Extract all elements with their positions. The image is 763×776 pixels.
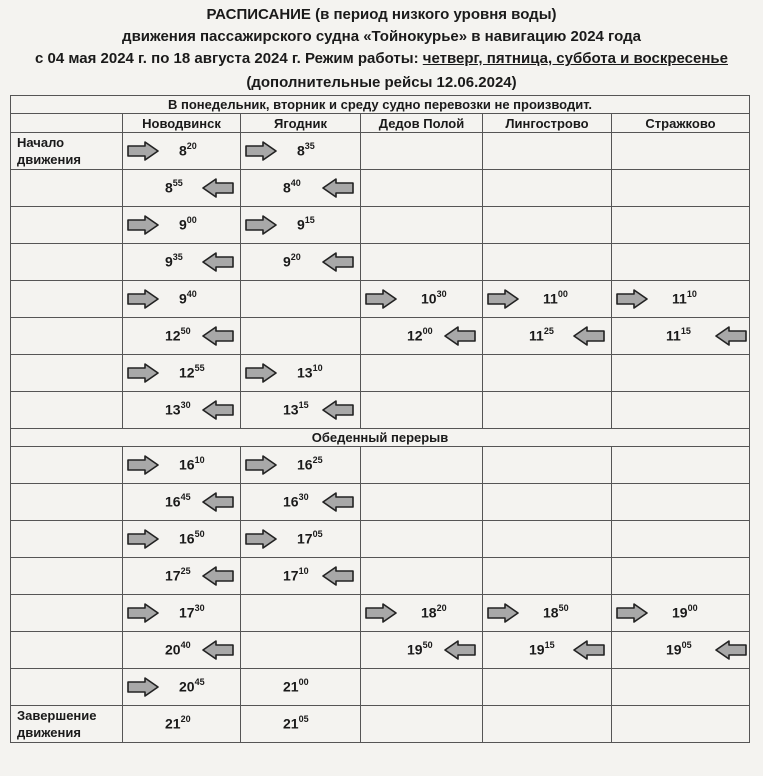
time-cell [361, 447, 483, 484]
time-hours: 9 [297, 216, 305, 233]
departure-time [297, 142, 315, 159]
departure-time [297, 216, 315, 233]
arrow-right-icon [487, 289, 519, 309]
time-cell [123, 632, 241, 669]
schedule-row [11, 207, 750, 244]
time-minutes: 20 [180, 714, 191, 724]
time-minutes: 00 [298, 677, 309, 687]
time-cell [361, 669, 483, 706]
time-hours: 9 [179, 290, 187, 307]
time-cell [483, 392, 612, 429]
time-cell [483, 355, 612, 392]
time-cell [612, 355, 750, 392]
working-days: четверг, пятница, суббота и воскресенье [422, 50, 728, 67]
time-cell [612, 484, 750, 521]
time-cell [123, 207, 241, 244]
departure-time [543, 604, 569, 621]
no-service-note: В понедельник, вторник и среду судно перевозки не производит. [11, 96, 750, 114]
time-hours: 11 [666, 327, 681, 344]
time-cell [241, 558, 361, 595]
title: РАСПИСАНИЕ (в период низкого уровня воды) [206, 6, 557, 23]
departure-time [529, 327, 554, 344]
row-label [11, 558, 123, 595]
arrow-right-icon [127, 529, 159, 549]
column-header-row [11, 114, 750, 133]
row-label [11, 392, 123, 429]
time-cell [361, 244, 483, 281]
schedule-row [11, 392, 750, 429]
empty-header-cell [11, 114, 123, 133]
time-cell [361, 207, 483, 244]
time-cell [483, 484, 612, 521]
arrow-left-icon [202, 326, 234, 346]
departure-time [179, 456, 205, 473]
departure-time [165, 567, 191, 584]
time-hours: 18 [543, 604, 559, 621]
arrow-right-icon [127, 363, 159, 383]
row-label: Завершение движения [11, 706, 123, 743]
time-cell [612, 170, 750, 207]
departure-time [666, 641, 692, 658]
time-hours: 12 [179, 364, 195, 381]
time-minutes: 20 [436, 603, 447, 613]
time-cell [361, 595, 483, 632]
arrow-right-icon [127, 455, 159, 475]
row-label [11, 207, 123, 244]
arrow-right-icon [245, 455, 277, 475]
departure-time [165, 253, 183, 270]
arrow-left-icon [202, 178, 234, 198]
time-cell [241, 392, 361, 429]
time-minutes: 10 [312, 363, 323, 373]
time-cell [361, 484, 483, 521]
time-cell [612, 595, 750, 632]
arrow-right-icon [127, 603, 159, 623]
time-hours: 16 [283, 493, 299, 510]
time-cell [612, 521, 750, 558]
departure-time [283, 253, 301, 270]
time-cell [123, 484, 241, 521]
time-cell [483, 133, 612, 170]
time-cell [241, 281, 361, 318]
departure-time [179, 142, 197, 159]
time-hours: 19 [529, 641, 545, 658]
row-label [11, 355, 123, 392]
time-minutes: 00 [557, 289, 568, 299]
departure-time [165, 179, 183, 196]
time-cell [483, 706, 612, 743]
time-cell [123, 392, 241, 429]
departure-time [672, 604, 698, 621]
time-cell [612, 706, 750, 743]
row-label [11, 244, 123, 281]
departure-time [529, 641, 555, 658]
time-hours: 18 [421, 604, 437, 621]
departure-time [179, 216, 197, 233]
time-hours: 20 [179, 678, 195, 695]
time-cell [361, 392, 483, 429]
time-cell [483, 558, 612, 595]
arrow-right-icon [616, 603, 648, 623]
departure-time [283, 401, 309, 418]
row-label [11, 170, 123, 207]
arrow-left-icon [715, 326, 747, 346]
time-cell [361, 355, 483, 392]
arrow-right-icon [245, 529, 277, 549]
time-cell [483, 632, 612, 669]
time-minutes: 30 [436, 289, 447, 299]
row-label [11, 318, 123, 355]
time-cell [612, 669, 750, 706]
time-cell [361, 281, 483, 318]
time-minutes: 00 [186, 215, 197, 225]
arrow-left-icon [573, 640, 605, 660]
time-hours: 10 [421, 290, 437, 307]
date-range-text: с 04 мая 2024 г. по 18 августа 2024 г. Режим работы: [35, 50, 423, 67]
time-cell [123, 170, 241, 207]
time-minutes: 00 [422, 326, 433, 336]
time-hours: 17 [297, 530, 313, 547]
time-hours: 12 [407, 327, 423, 344]
time-hours: 9 [283, 253, 291, 270]
time-cell [241, 706, 361, 743]
time-cell [483, 281, 612, 318]
time-minutes: 45 [194, 677, 205, 687]
time-hours: 12 [165, 327, 181, 344]
schedule-row [11, 521, 750, 558]
arrow-right-icon [487, 603, 519, 623]
time-cell [483, 669, 612, 706]
time-cell [123, 355, 241, 392]
time-cell [612, 447, 750, 484]
time-cell [123, 447, 241, 484]
time-cell [483, 595, 612, 632]
time-hours: 8 [165, 179, 173, 196]
time-cell [612, 318, 750, 355]
schedule-row [11, 669, 750, 706]
departure-time [179, 364, 205, 381]
time-cell [241, 484, 361, 521]
time-hours: 9 [165, 253, 173, 270]
time-cell [241, 669, 361, 706]
time-cell [361, 706, 483, 743]
row-label [11, 595, 123, 632]
column-header: Дедов Полой [361, 114, 483, 133]
departure-time [407, 641, 433, 658]
time-cell [123, 318, 241, 355]
arrow-left-icon [202, 400, 234, 420]
departure-time [283, 493, 309, 510]
time-cell [123, 281, 241, 318]
arrow-right-icon [616, 289, 648, 309]
time-minutes: 55 [172, 178, 183, 188]
column-header: Лингострово [483, 114, 612, 133]
arrow-right-icon [127, 289, 159, 309]
time-minutes: 35 [304, 141, 315, 151]
departure-time [421, 604, 447, 621]
time-minutes: 15 [544, 640, 555, 650]
departure-time [283, 678, 309, 695]
column-header: Ягодник [241, 114, 361, 133]
time-minutes: 55 [194, 363, 205, 373]
departure-time [421, 290, 447, 307]
time-minutes: 40 [186, 289, 197, 299]
schedule-row [11, 355, 750, 392]
arrow-left-icon [322, 178, 354, 198]
departure-time [666, 327, 691, 344]
time-cell [241, 207, 361, 244]
time-cell [241, 170, 361, 207]
row-label [11, 281, 123, 318]
time-minutes: 40 [290, 178, 301, 188]
arrow-right-icon [127, 215, 159, 235]
time-hours: 19 [407, 641, 423, 658]
time-minutes: 10 [194, 455, 205, 465]
time-cell [241, 521, 361, 558]
departure-time [283, 179, 301, 196]
departure-time [165, 493, 191, 510]
departure-time [283, 715, 309, 732]
time-hours: 8 [179, 142, 187, 159]
time-minutes: 30 [194, 603, 205, 613]
time-cell [123, 244, 241, 281]
time-cell [241, 133, 361, 170]
time-cell [361, 632, 483, 669]
time-cell [241, 355, 361, 392]
time-cell [123, 133, 241, 170]
time-minutes: 45 [180, 492, 191, 502]
time-hours: 16 [297, 456, 313, 473]
time-hours: 13 [283, 401, 299, 418]
departure-time [165, 401, 191, 418]
time-minutes: 10 [686, 289, 697, 299]
time-cell [483, 447, 612, 484]
time-minutes: 50 [558, 603, 569, 613]
time-cell [241, 632, 361, 669]
arrow-left-icon [444, 640, 476, 660]
extra-trips: (дополнительные рейсы 12.06.2024) [246, 74, 517, 91]
lunch-row [11, 429, 750, 447]
time-minutes: 50 [180, 326, 191, 336]
time-hours: 19 [672, 604, 688, 621]
schedule-row [11, 595, 750, 632]
time-minutes: 35 [172, 252, 183, 262]
time-hours: 11 [529, 327, 544, 344]
time-minutes: 20 [186, 141, 197, 151]
time-minutes: 30 [298, 492, 309, 502]
arrow-right-icon [245, 215, 277, 235]
note-row [11, 96, 750, 114]
schedule-row [11, 281, 750, 318]
time-hours: 13 [297, 364, 313, 381]
departure-time [297, 456, 323, 473]
arrow-right-icon [245, 363, 277, 383]
column-header: Стражково [612, 114, 750, 133]
departure-time [165, 641, 191, 658]
time-hours: 17 [283, 567, 299, 584]
arrow-left-icon [202, 252, 234, 272]
row-label: Начало движения [11, 133, 123, 170]
departure-time [179, 290, 197, 307]
schedule-row [11, 447, 750, 484]
time-hours: 16 [179, 456, 195, 473]
time-cell [361, 133, 483, 170]
departure-time [672, 290, 697, 307]
time-cell [612, 632, 750, 669]
time-hours: 20 [165, 641, 181, 658]
row-label [11, 447, 123, 484]
departure-time [543, 290, 568, 307]
time-cell [612, 392, 750, 429]
time-cell [483, 244, 612, 281]
time-cell [123, 669, 241, 706]
schedule-row [11, 558, 750, 595]
time-cell [612, 558, 750, 595]
time-hours: 11 [543, 290, 558, 307]
arrow-right-icon [365, 603, 397, 623]
column-header: Новодвинск [123, 114, 241, 133]
row-label [11, 632, 123, 669]
arrow-left-icon [715, 640, 747, 660]
time-hours: 21 [283, 715, 299, 732]
time-cell [241, 595, 361, 632]
subtitle: движения пассажирского судна «Тойнокурье» в навигацию 2024 года [122, 28, 641, 45]
time-hours: 17 [165, 567, 181, 584]
time-minutes: 25 [312, 455, 323, 465]
time-minutes: 15 [298, 400, 309, 410]
row-label [11, 484, 123, 521]
time-minutes: 05 [681, 640, 692, 650]
time-minutes: 50 [194, 529, 205, 539]
time-minutes: 10 [298, 566, 309, 576]
arrow-left-icon [573, 326, 605, 346]
time-minutes: 30 [180, 400, 191, 410]
arrow-left-icon [202, 492, 234, 512]
schedule-row [11, 484, 750, 521]
time-hours: 21 [283, 678, 299, 695]
time-minutes: 25 [543, 326, 554, 336]
time-cell [612, 281, 750, 318]
time-cell [483, 170, 612, 207]
departure-time [179, 678, 205, 695]
time-minutes: 00 [687, 603, 698, 613]
arrow-left-icon [322, 566, 354, 586]
arrow-right-icon [127, 141, 159, 161]
time-hours: 17 [179, 604, 195, 621]
arrow-left-icon [202, 640, 234, 660]
time-hours: 8 [297, 142, 305, 159]
time-cell [241, 318, 361, 355]
arrow-left-icon [322, 252, 354, 272]
arrow-left-icon [322, 400, 354, 420]
departure-time [407, 327, 433, 344]
time-cell [241, 244, 361, 281]
departure-time [297, 530, 323, 547]
time-cell [483, 318, 612, 355]
departure-time [165, 327, 191, 344]
time-cell [483, 521, 612, 558]
arrow-right-icon [245, 141, 277, 161]
time-hours: 19 [666, 641, 682, 658]
time-minutes: 15 [304, 215, 315, 225]
time-minutes: 05 [312, 529, 323, 539]
schedule-row [11, 170, 750, 207]
departure-time [165, 715, 191, 732]
departure-time [179, 530, 205, 547]
time-hours: 8 [283, 179, 291, 196]
schedule-row [11, 244, 750, 281]
date-range [0, 48, 763, 70]
arrow-left-icon [322, 492, 354, 512]
time-minutes: 15 [680, 326, 691, 336]
schedule-table [10, 95, 750, 743]
time-cell [483, 207, 612, 244]
row-label [11, 669, 123, 706]
time-cell [612, 133, 750, 170]
arrow-right-icon [365, 289, 397, 309]
time-cell [612, 207, 750, 244]
schedule-row [11, 133, 750, 170]
schedule-row [11, 706, 750, 743]
arrow-left-icon [202, 566, 234, 586]
time-hours: 21 [165, 715, 181, 732]
schedule-row [11, 632, 750, 669]
time-minutes: 20 [290, 252, 301, 262]
time-hours: 13 [165, 401, 181, 418]
time-cell [361, 318, 483, 355]
time-cell [361, 558, 483, 595]
lunch-break: Обеденный перерыв [11, 429, 750, 447]
time-cell [612, 244, 750, 281]
time-cell [123, 595, 241, 632]
row-label [11, 521, 123, 558]
time-cell [241, 447, 361, 484]
time-minutes: 40 [180, 640, 191, 650]
time-minutes: 25 [180, 566, 191, 576]
departure-time [179, 604, 205, 621]
departure-time [283, 567, 309, 584]
time-cell [123, 706, 241, 743]
time-minutes: 05 [298, 714, 309, 724]
schedule-row [11, 318, 750, 355]
time-minutes: 50 [422, 640, 433, 650]
time-hours: 11 [672, 290, 687, 307]
time-cell [123, 558, 241, 595]
time-hours: 16 [165, 493, 181, 510]
time-cell [123, 521, 241, 558]
arrow-right-icon [127, 677, 159, 697]
time-hours: 9 [179, 216, 187, 233]
departure-time [297, 364, 323, 381]
time-hours: 16 [179, 530, 195, 547]
time-cell [361, 170, 483, 207]
arrow-left-icon [444, 326, 476, 346]
time-cell [361, 521, 483, 558]
